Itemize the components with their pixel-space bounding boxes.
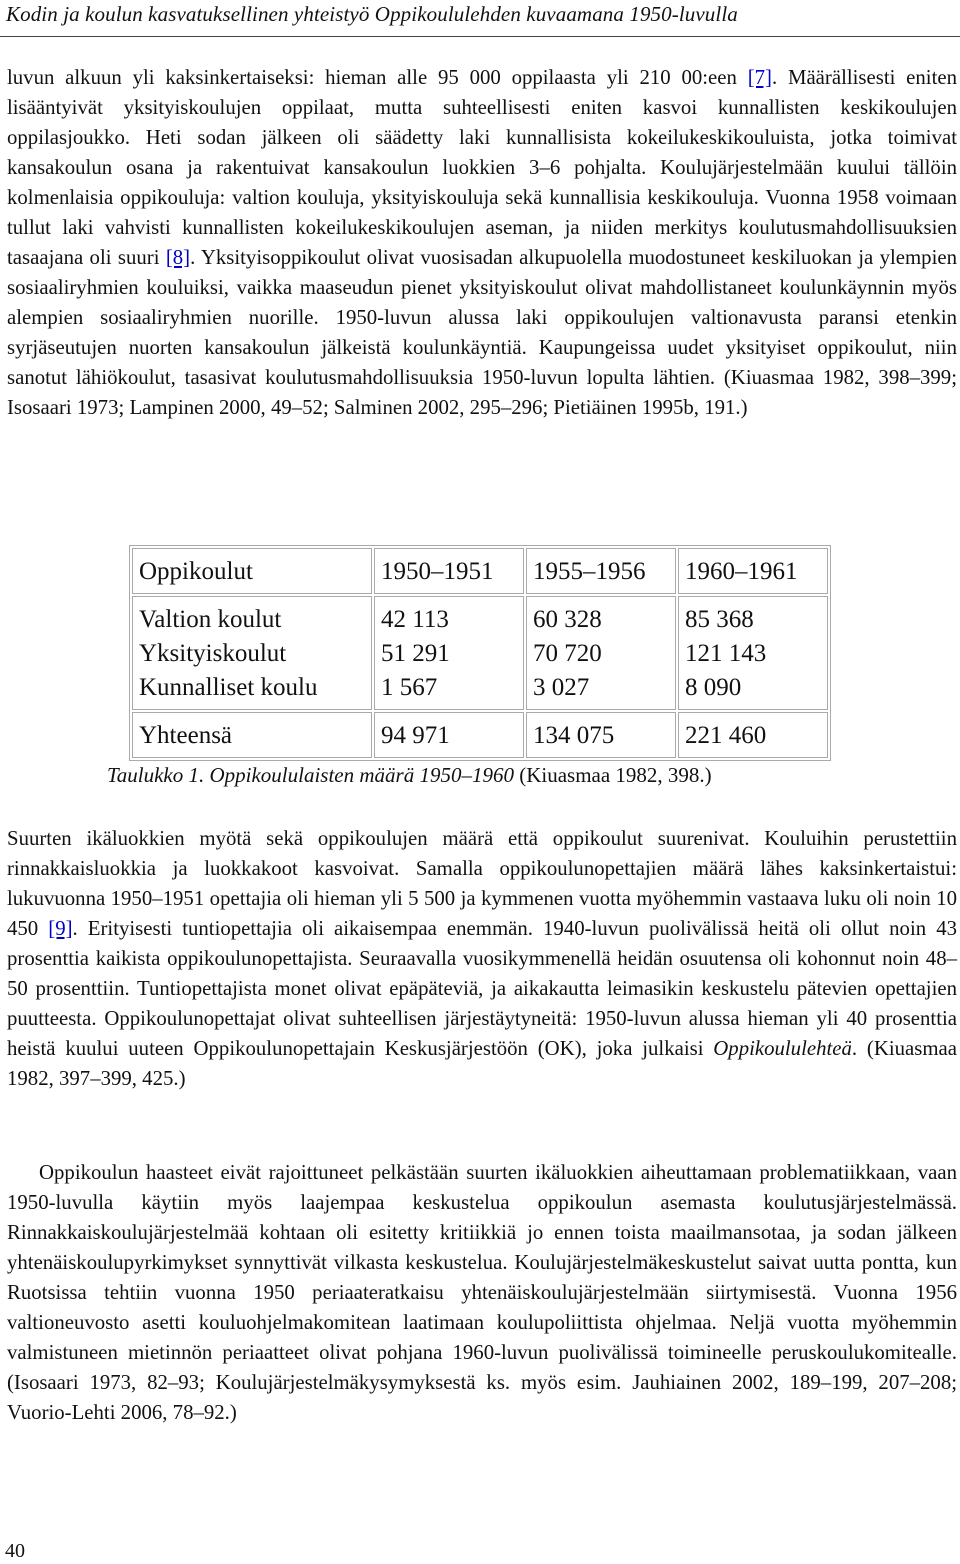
reference-link-7[interactable]: [7]	[747, 66, 772, 89]
table-total-cell: 134 075	[526, 712, 676, 758]
table-cell: 70 720	[533, 640, 602, 667]
table-cell: 1 567	[381, 674, 438, 701]
table-total-cell: 94 971	[374, 712, 524, 758]
table-total-cell: Yhteensä	[132, 712, 372, 758]
running-header: Kodin ja koulun kasvatuksellinen yhteistyö Oppikoululehden kuvaamana 1950-luvulla	[6, 2, 738, 26]
table-caption	[107, 763, 712, 788]
paragraph-1-text-a: luvun alkuun yli kaksinkertaiseksi: hieman alle 95 000 oppilaasta yli 210 00:een	[7, 66, 748, 89]
table-caption-title: Taulukko 1. Oppikoululaisten määrä 1950–1960	[107, 763, 514, 787]
table-header-cell: 1960–1961	[678, 548, 828, 594]
table-header-cell: 1950–1951	[374, 548, 524, 594]
table-header-row	[132, 548, 828, 594]
table-header-cell: 1955–1956	[526, 548, 676, 594]
table-caption-source: (Kiuasmaa 1982, 398.)	[513, 763, 712, 787]
table-cell: 85 368	[685, 606, 754, 633]
table-cell-1950	[374, 596, 524, 710]
school-statistics-table	[129, 545, 831, 761]
table-cell-1955	[526, 596, 676, 710]
table-cell: Yksityiskoulut	[139, 640, 287, 667]
paragraph-3: Oppikoulun haasteet eivät rajoittuneet pelkästään suurten ikäluokkien aiheuttamaan problematiikkaan, vaan 1950-luvulla käytiin myös laajempaa keskustelua oppikoulun asemasta koulutusjärjestelmässä. Rinnakkaiskoulujärjestelmää kohtaan oli esitetty kritiikkiä jo ennen toista maailmansotaa, ja sodan jälkeen yhtenäiskoulupyrkimykset synnyttivät vilkasta keskustelua. Koulujärjestelmäkeskustelut saivat uutta pontta, kun Ruotsissa tehtiin vuonna 1950 periaateratkaisu yhtenäiskoulujärjestelmään siirtymisestä. Vuonna 1956 valtioneuvosto asetti kouluohjelmakomitean laatimaan koulupoliittista ohjelmaa. Neljä vuotta myöhemmin valmistuneen mietinnön periaatteet olivat pohjana 1960-luvun puolivälissä toimineelle peruskoulukomitealle. (Isosaari 1973, 82–93; Koulujärjestelmäkysymyksestä ks. myös esim. Jauhiainen 2002, 189–199, 207–208; Vuorio-Lehti 2006, 78–92.)	[7, 1161, 957, 1424]
table-cell: Kunnalliset koulu	[139, 674, 318, 701]
table-header-cell: Oppikoulut	[132, 548, 372, 594]
paragraph-1-text-c: . Yksityisoppikoulut olivat vuosisadan alkupuolella muodostuneet keskiluokan ja ylempien sosiaaliryhmien kouluiksi, vaikka maaseudun pienet yksityiskoulut olivat mahdollistaneet koulunkäynnin myös alempien sosiaaliryhmien nuorille. 1950-luvun alussa laki oppikoulujen valtionavusta paransi etenkin syrjäseutujen nuorten kansakoulun jälkeistä koulunkäyntiä. Kaupungeissa uudet yksityiset oppikoulut, niin sanotut lähiökoulut, tasasivat koulutusmahdollisuuksia 1950-luvun lopulta lähtien. (Kiuasmaa 1982, 398–399; Isosaari 1973; Lampinen 2000, 49–52; Salminen 2002, 295–296; Pietiäinen 1995b, 191.)	[7, 246, 957, 419]
table-cell: Valtion koulut	[139, 606, 282, 633]
table-cell: 8 090	[685, 674, 742, 701]
table-cell: 51 291	[381, 640, 450, 667]
paragraph-2	[7, 824, 957, 1094]
paragraph-1	[7, 63, 957, 423]
page-number: 40	[5, 1540, 25, 1562]
table-cell-1960	[678, 596, 828, 710]
table-cell: 60 328	[533, 606, 602, 633]
table-cell-school-types	[132, 596, 372, 710]
paragraph-2-text-c: . (Kiuasmaa 1982, 397–399, 425.)	[7, 1037, 957, 1090]
paragraph-2-text-a: Suurten ikäluokkien myötä sekä oppikoulujen määrä että oppikoulut suurenivat. Kouluihin perustettiin rinnakkaisluokkia ja luokkakoot kasvoivat. Samalla oppikoulunopettajien määrä lähes kaksinkertaistui: lukuvuonna 1950–1951 opettajia oli hieman yli 5 500 ja kymmenen vuotta myöhemmin vastaava luku oli noin 10 450	[7, 827, 957, 940]
paragraph-1-text-b: . Määrällisesti eniten lisääntyivät yksityiskoulujen oppilaat, mutta suhteellisesti eniten kasvoi kunnallisten keskikoulujen oppilasjoukko. Heti sodan jälkeen oli säädetty laki kunnallisista kokeilukeskikouluista, jotka toimivat kansakoulun osana ja rakentuivat kansakoulun luokkien 3–6 pohjalta. Koulujärjestelmään kuului tällöin kolmenlaisia oppikouluja: valtion kouluja, yksityiskouluja sekä kunnallisia keskikouluja. Vuonna 1958 voimaan tullut laki vahvisti kunnallisten kokeilukeskikoulujen aseman, ja niiden merkitys koulutusmahdollisuuksien tasaajana oli suuri	[7, 66, 957, 269]
table-body-row	[132, 596, 828, 710]
table-total-cell: 221 460	[678, 712, 828, 758]
table-cell: 121 143	[685, 640, 767, 667]
reference-link-9[interactable]: [9]	[48, 917, 73, 940]
journal-title: Oppikoululehteä	[713, 1037, 852, 1060]
paragraph-2-text-b: . Erityisesti tuntiopettajia oli aikaisempaa enemmän. 1940-luvun puolivälissä heitä oli ollut noin 43 prosenttia kaikista oppikoulunopettajista. Seuraavalla vuosikymmenellä heidän osuutensa oli kohonnut noin 48–50 prosenttiin. Tuntiopettajista monet olivat epäpäteviä, ja aikakautta leimasikin keskustelu pätevien opettajien puutteesta. Oppikoulunopettajat olivat suhteellisen järjestäytyneitä: 1950-luvun alussa hieman yli 40 prosenttia heistä kuului uuteen Oppikoulunopettajain Keskusjärjestöön (OK), joka julkaisi	[7, 917, 957, 1060]
table-cell: 3 027	[533, 674, 590, 701]
table-total-row	[132, 712, 828, 758]
reference-link-8[interactable]: [8]	[165, 246, 191, 269]
table-cell: 42 113	[381, 606, 449, 633]
header-divider	[0, 36, 960, 37]
